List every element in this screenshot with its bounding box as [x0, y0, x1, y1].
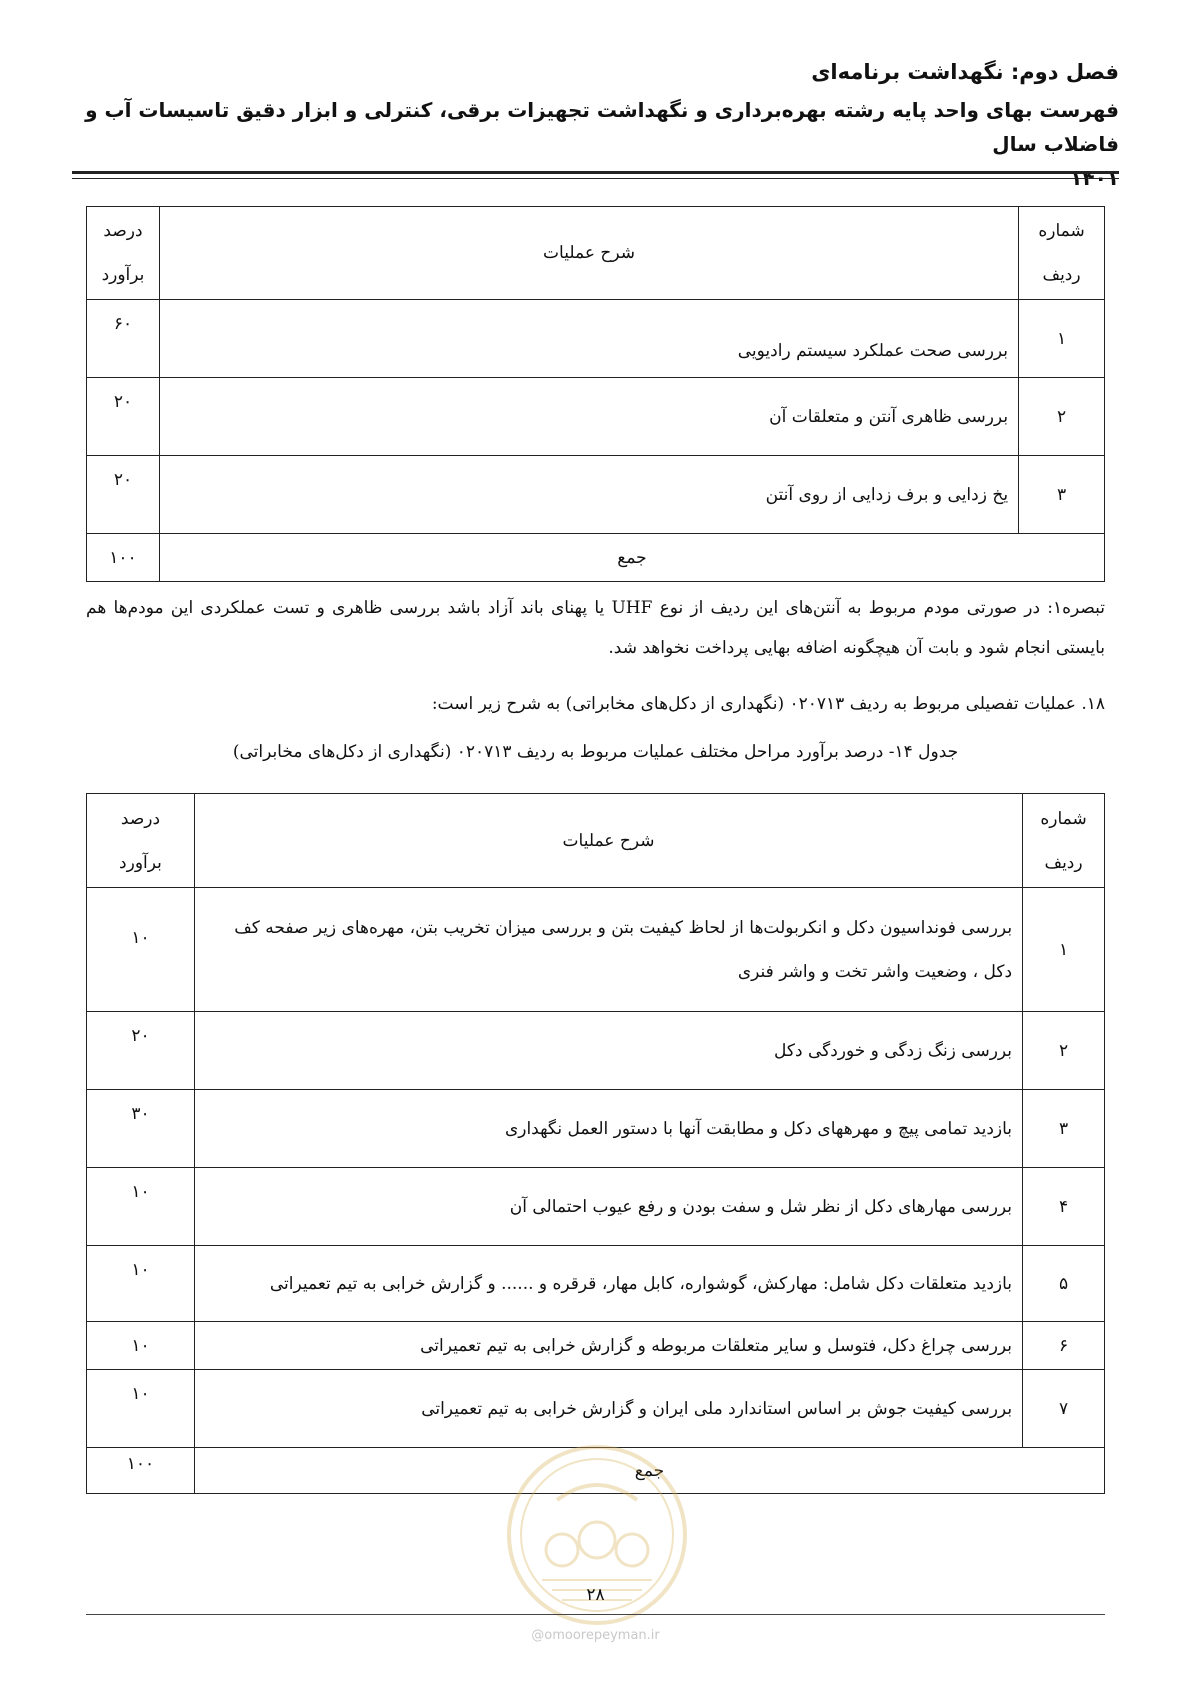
row-description: بازدید تمامی پیچ و مهرههای دکل و مطابقت آنها با دستور العمل نگهداری — [194, 1090, 1022, 1168]
row-number-header: شماره ردیف — [1019, 207, 1105, 300]
table-row — [87, 1246, 1105, 1322]
chapter-title: فصل دوم: نگهداشت برنامه‌ای — [811, 60, 1119, 84]
percentage-header: درصد برآورد — [87, 207, 160, 300]
row-percentage: ۲۰ — [87, 456, 160, 534]
price-list-title-line2: ۱۴۰۱ — [1070, 166, 1119, 190]
table-row — [87, 1370, 1105, 1448]
table-row — [87, 888, 1105, 1012]
description-header: شرح عملیات — [194, 794, 1022, 888]
row-percentage: ۲۰ — [87, 378, 160, 456]
table-row — [87, 1168, 1105, 1246]
row-description: بازدید متعلقات دکل شامل: مهارکش، گوشواره، کابل مهار، قرقره و ...... و گزارش خرابی به تیم تعمیراتی — [194, 1246, 1022, 1322]
row-percentage: ۱۰ — [87, 888, 195, 1012]
note-paragraph: تبصره۱: در صورتی مودم مربوط به آنتن‌های این ردیف از نوع UHF یا پهنای باند آزاد باشد بررسی ظاهری و تست عملکردی این مودم‌ها هم بایستی انجام شود و بابت آن هیچگونه اضافه بهایی پرداخت نخواهد شد. — [86, 598, 1106, 658]
row-description: بررسی زنگ زدگی و خوردگی دکل — [194, 1012, 1022, 1090]
table-row — [87, 300, 1105, 378]
row-number: ۳ — [1019, 456, 1105, 534]
total-value: ۱۰۰ — [87, 1448, 195, 1494]
table-row — [87, 378, 1105, 456]
row-percentage: ۱۰ — [87, 1168, 195, 1246]
row-percentage: ۲۰ — [87, 1012, 195, 1090]
row-number: ۲ — [1019, 378, 1105, 456]
row-number: ۶ — [1023, 1322, 1105, 1370]
total-label: جمع — [159, 534, 1104, 582]
row-percentage: ۱۰ — [87, 1370, 195, 1448]
operations-table-14 — [86, 793, 1105, 1494]
page-number: ۲۸ — [586, 1585, 605, 1605]
table-14-caption: جدول ۱۴- درصد برآورد مراحل مختلف عملیات مربوط به ردیف ۰۲۰۷۱۳ (نگهداری از دکل‌های مخابراتی) — [232, 742, 959, 762]
table-row — [87, 456, 1105, 534]
row-number: ۱ — [1019, 300, 1105, 378]
website-watermark: @omoorepeyman.ir — [531, 1628, 660, 1643]
header-double-rule — [72, 171, 1119, 179]
row-description: بررسی فونداسیون دکل و انکربولت‌ها از لحاظ کیفیت بتن و بررسی میزان تخریب بتن، مهره‌های زیر صفحه کف دکل ، وضعیت واشر تخت و واشر فنری — [194, 888, 1022, 1012]
row-percentage: ۶۰ — [87, 300, 160, 378]
row-number-header: شماره ردیف — [1023, 794, 1105, 888]
row-description: بررسی ظاهری آنتن و متعلقات آن — [159, 378, 1018, 456]
section-item-18: ۱۸. عملیات تفصیلی مربوط به ردیف ۰۲۰۷۱۳ (نگهداری از دکل‌های مخابراتی) به شرح زیر است: — [431, 694, 1105, 714]
table-row — [87, 1090, 1105, 1168]
price-list-title-line1: فهرست بهای واحد پایه رشته بهره‌برداری و نگهداشت تجهیزات برقی، کنترلی و ابزار دقیق تاسیسات آب و فاضلاب سال — [85, 98, 1119, 156]
row-number: ۱ — [1023, 888, 1105, 1012]
operations-table-1 — [86, 206, 1105, 582]
row-description: بررسی کیفیت جوش بر اساس استاندارد ملی ایران و گزارش خرابی به تیم تعمیراتی — [194, 1370, 1022, 1448]
table-row — [87, 1322, 1105, 1370]
row-percentage: ۱۰ — [87, 1322, 195, 1370]
row-description: بررسی مهارهای دکل از نظر شل و سفت بودن و رفع عیوب احتمالی آن — [194, 1168, 1022, 1246]
footer-rule — [86, 1614, 1105, 1615]
price-list-title — [72, 93, 1119, 195]
row-number: ۵ — [1023, 1246, 1105, 1322]
total-label: جمع — [194, 1448, 1104, 1494]
row-description: بررسی چراغ دکل، فتوسل و سایر متعلقات مربوطه و گزارش خرابی به تیم تعمیراتی — [194, 1322, 1022, 1370]
row-description: یخ زدایی و برف زدایی از روی آنتن — [159, 456, 1018, 534]
description-header: شرح عملیات — [159, 207, 1018, 300]
percentage-header: درصد برآورد — [87, 794, 195, 888]
row-description: بررسی صحت عملکرد سیستم رادیویی — [159, 300, 1018, 378]
row-number: ۷ — [1023, 1370, 1105, 1448]
row-number: ۳ — [1023, 1090, 1105, 1168]
table-header-row — [87, 794, 1105, 888]
table-total-row — [87, 534, 1105, 582]
row-percentage: ۳۰ — [87, 1090, 195, 1168]
total-value: ۱۰۰ — [87, 534, 160, 582]
table-row — [87, 1012, 1105, 1090]
row-number: ۴ — [1023, 1168, 1105, 1246]
table-header-row — [87, 207, 1105, 300]
row-number: ۲ — [1023, 1012, 1105, 1090]
row-percentage: ۱۰ — [87, 1246, 195, 1322]
